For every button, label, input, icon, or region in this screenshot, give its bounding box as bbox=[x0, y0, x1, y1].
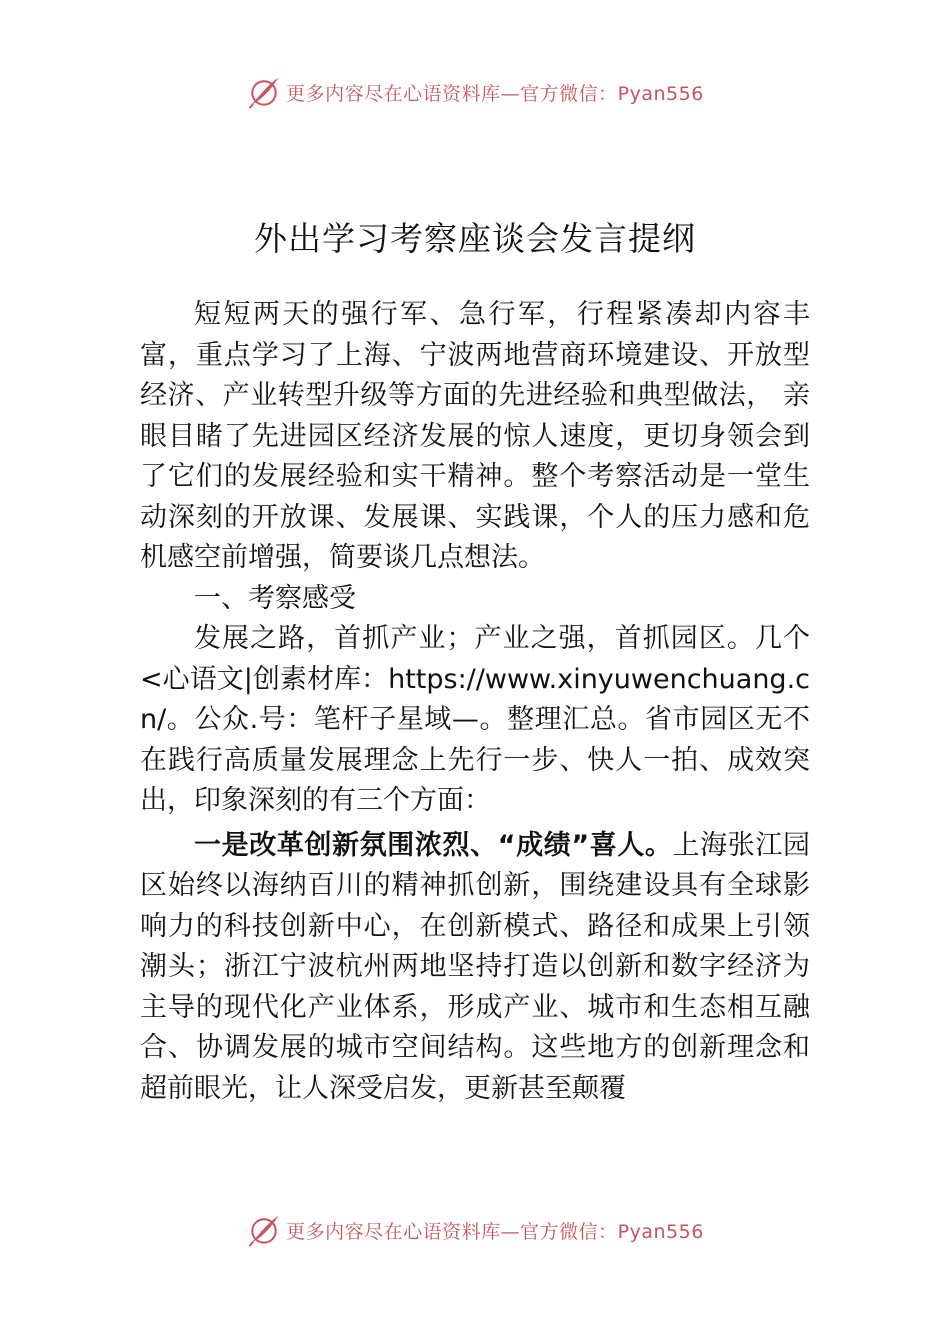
document-title: 外出学习考察座谈会发言提纲 bbox=[254, 219, 696, 258]
section-heading: 一、考察感受 bbox=[194, 582, 356, 614]
footer-watermark bbox=[0, 1210, 950, 1250]
watermark-prefix: 更多内容尽在心语资料库—官方微信： bbox=[286, 82, 618, 105]
quill-pen-logo-icon bbox=[246, 74, 282, 110]
paragraph-development: 发展之路，首抓产业；产业之强，首抓园区。几个<心语文|创素材库：https://www.xinyuwenchuang.cn/。公众.号：笔杆子星域—。整理汇总。省市园区无不在践行高质量发展理念上先行一步、快人一拍、成效突出，印象深刻的有三个方面： bbox=[140, 623, 810, 816]
watermark-text bbox=[286, 1217, 704, 1244]
paragraph-innovation-lead: 一是改革创新氛围浓烈、“成绩”喜人。 bbox=[194, 829, 673, 861]
document-body bbox=[140, 295, 810, 1109]
paragraph-innovation-body: 上海张江园区始终以海纳百川的精神抓创新，围绕建设具有全球影响力的科技创新中心，在创新模式、路径和成果上引领潮头；浙江宁波杭州两地坚持打造以创新和数字经济为主导的现代化产业体系，形成产业、城市和生态相互融合、协调发展的城市空间结构。这些地方的创新理念和超前眼光，让人深受启发，更新甚至颠覆 bbox=[140, 829, 811, 1104]
header-watermark bbox=[0, 72, 950, 112]
watermark-account: Pyan556 bbox=[617, 1220, 704, 1243]
quill-pen-logo-icon bbox=[246, 1212, 282, 1248]
paragraph-intro: 短短两天的强行军、急行军，行程紧凑却内容丰富，重点学习了上海、宁波两地营商环境建设、开放型经济、产业转型升级等方面的先进经验和典型做法， 亲眼目睹了先进园区经济发展的惊人速度，更切身领会到了它们的发展经验和实干精神。整个考察活动是一堂生动深刻的开放课、发展课、实践课，个人的压力感和危机感空前增强，简要谈几点想法。 bbox=[140, 299, 810, 573]
watermark-prefix: 更多内容尽在心语资料库—官方微信： bbox=[286, 1220, 618, 1243]
watermark-account: Pyan556 bbox=[617, 82, 704, 105]
paragraph-innovation bbox=[140, 826, 810, 1110]
watermark-text bbox=[286, 79, 704, 106]
